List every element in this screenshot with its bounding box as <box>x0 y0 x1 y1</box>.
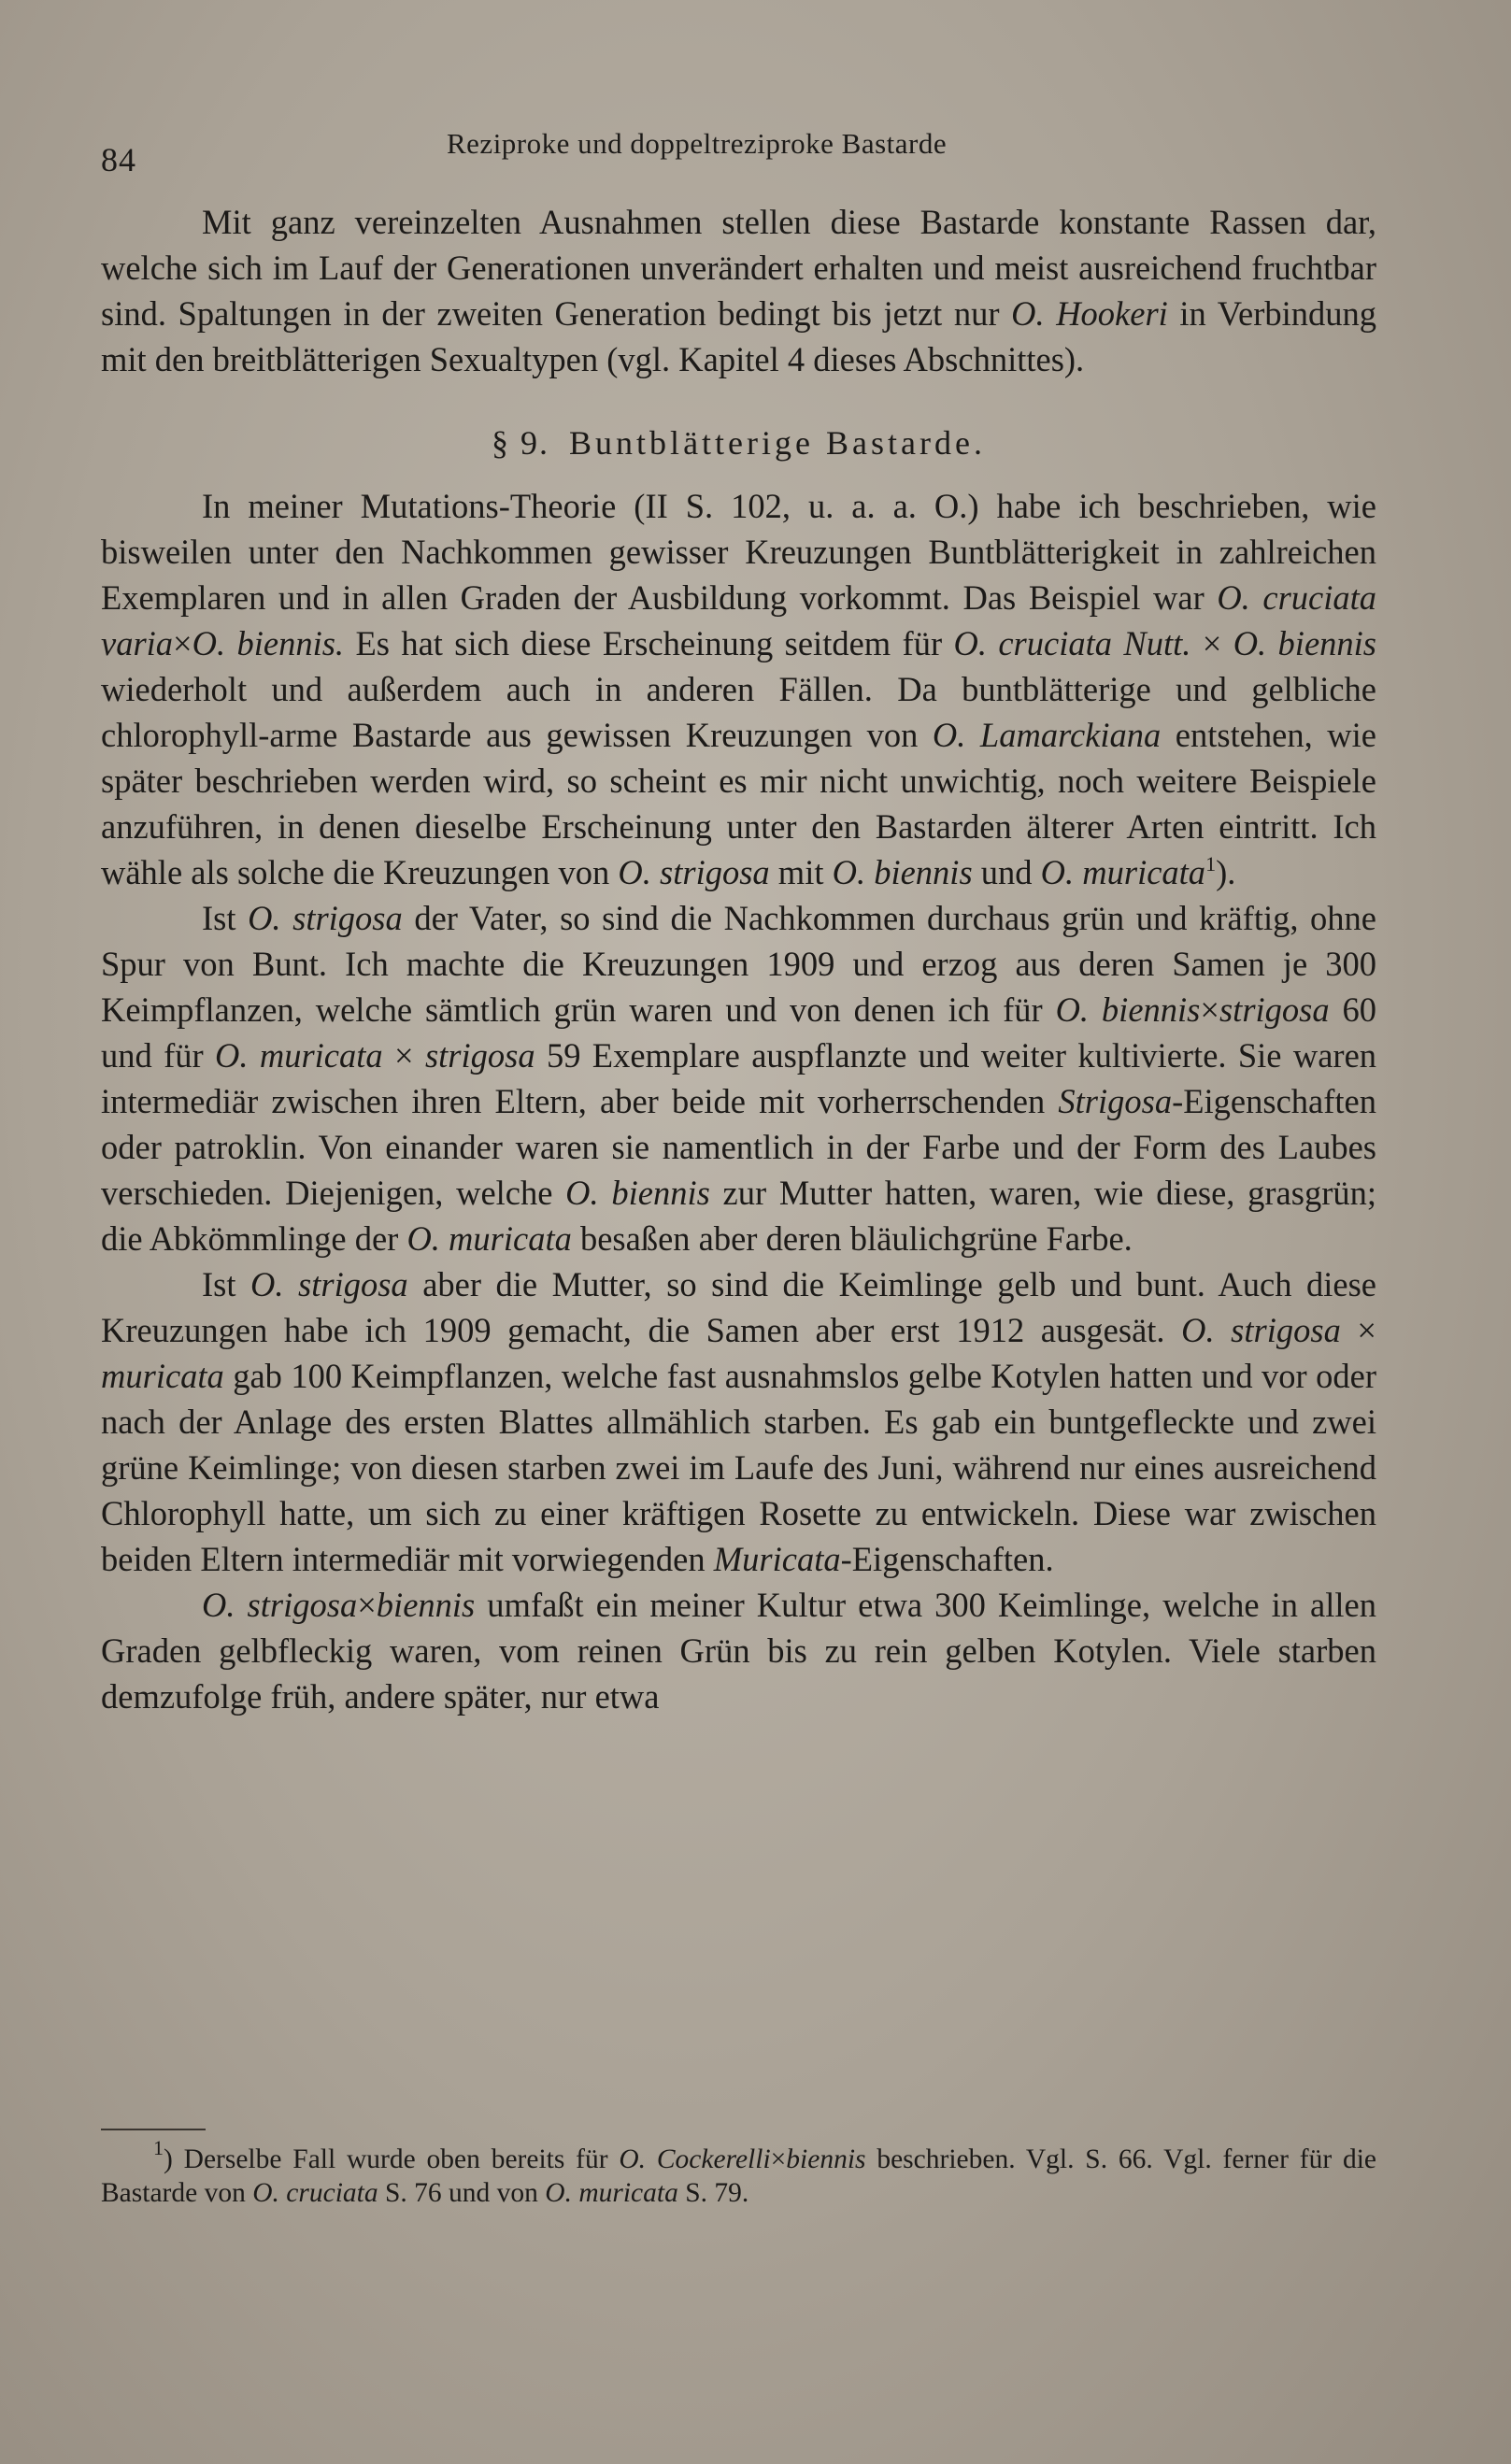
section-heading <box>101 420 1376 466</box>
book-page <box>101 110 1376 2371</box>
footnote-marker: 1 <box>1205 852 1217 876</box>
section-number: § 9. <box>492 424 550 462</box>
page-number: 84 <box>101 141 136 178</box>
paragraph-5: O. strigosa×biennis umfaßt ein meiner Kultur etwa 300 Keimlinge, welche in allen Graden gelbfleckig waren, vom reinen Grün bis zu rein gelben Kotylen. Viele starben demzufolge früh, andere später, nur etwa <box>101 1586 1376 1716</box>
paragraph-3: Ist O. strigosa der Vater, so sind die Nachkommen durchaus grün und kräftig, ohne Spur von Bunt. Ich machte die Kreuzungen 1909 und erzog aus deren Samen je 300 Keimpflanzen, welche sämtlich grün waren und von denen ich für O. biennis×strigosa 60 und für O. muricata × strigosa 59 Exemplare auspflanzte und weiter kultivierte. Sie waren intermediär zwischen ihren Eltern, aber beide mit vorherrschenden Strigosa-Eigenschaften oder patroklin. Von einander waren sie namentlich in der Farbe und der Form des Laubes verschieden. Diejenigen, welche O. biennis zur Mutter hatten, waren, wie diese, grasgrün; die Abkömmlinge der O. muricata besaßen aber deren bläulichgrüne Farbe. <box>101 899 1377 1258</box>
paragraph-1: Mit ganz vereinzelten Ausnahmen stellen diese Bastarde konstante Rassen dar, welche sich im Lauf der Generationen unverändert erhalten und meist ausreichend fruchtbar sind. Spaltungen in der zweiten Generation bedingt bis jetzt nur O. Hookeri in Verbindung mit den breitblätterigen Sexualtypen (vgl. Kapitel 4 dieses Abschnittes). <box>101 203 1377 378</box>
paragraph-4: Ist O. strigosa aber die Mutter, so sind die Keimlinge gelb und bunt. Auch diese Kreuzungen habe ich 1909 gemacht, die Samen aber erst 1912 ausgesät. O. strigosa × muricata gab 100 Keimpflanzen, welche fast ausnahmslos gelbe Kotylen hatten und vor oder nach der Anlage des ersten Blattes allmählich starben. Es gab ein buntgefleckte und zwei grüne Keimlinge; von diesen starben zwei im Laufe des Juni, während nur eines ausreichend Chlorophyll hatte, um sich zu einer kräftigen Rosette zu entwickeln. Diese war zwischen beiden Eltern intermediär mit vorwiegenden Muricata-Eigenschaften. <box>101 1265 1376 1578</box>
running-head: Reziproke und doppeltreziproke Bastarde <box>447 127 948 160</box>
footnotes <box>101 2136 1376 2210</box>
footnote-divider <box>101 2129 206 2130</box>
paragraph-2: In meiner Mutations-Theorie (II S. 102, u. a. a. O.) habe ich beschrieben, wie bisweilen unter den Nachkommen gewisser Kreuzungen Buntblätterigkeit in zahlreichen Exemplaren und in allen Graden der Ausbildung vorkommt. Das Beispiel war O. cruciata varia×O. biennis. Es hat sich diese Erscheinung seitdem für O. cruciata Nutt. × O. biennis wiederholt und außerdem auch in anderen Fällen. Da buntblätterige und gelbliche chlorophyll-arme Bastarde aus gewissen Kreuzungen von O. Lamarckiana entstehen, wie später beschrieben werden wird, so scheint es mir nicht unwichtig, noch weitere Beispiele anzuführen, in denen dieselbe Erscheinung unter den Bastarden älterer Arten eintritt. Ich wähle als solche die Kreuzungen von O. strigosa mit O. biennis und O. muricata$^1$). <box>101 487 1377 891</box>
footnote-1: $^1$) Derselbe Fall wurde oben bereits für O. Cockerelli×biennis beschrieben. Vgl. S. 66. Vgl. ferner für die Bastarde von O. cruciata S. 76 und von O. muricata S. 79. <box>101 2136 1376 2208</box>
page-header <box>101 120 1376 176</box>
footnote-mark: 1 <box>153 2136 164 2159</box>
section-title: Buntblätterige Bastarde. <box>569 424 986 462</box>
body-text <box>101 199 1376 1719</box>
